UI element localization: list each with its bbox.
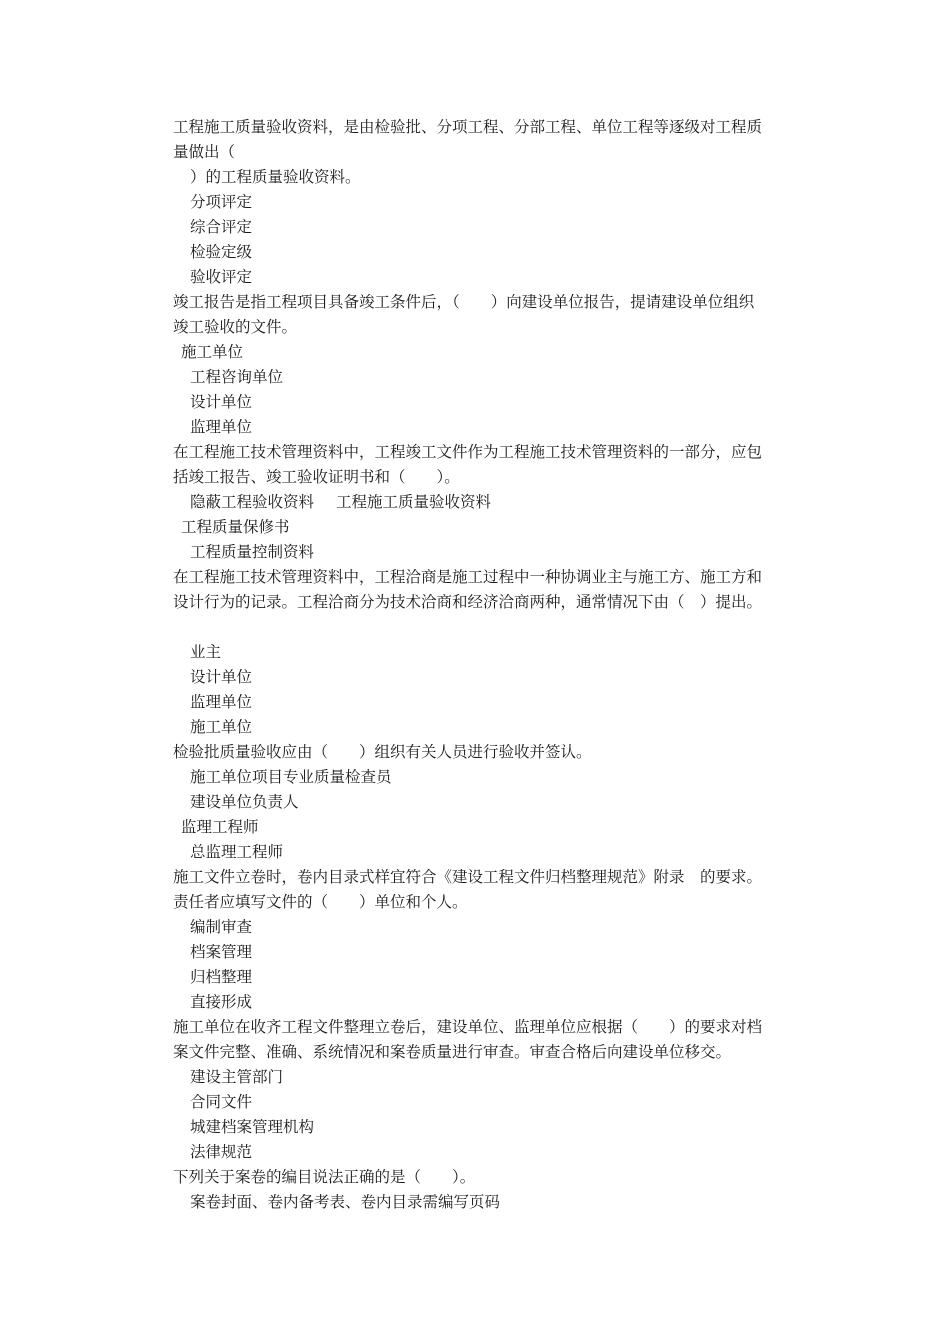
option-c: 监理工程师 [181, 818, 259, 836]
option-a: 分项评定 [190, 193, 253, 211]
option-a: 施工单位项目专业质量检查员 [190, 768, 392, 786]
option-d: 施工单位 [190, 718, 253, 736]
option-a: 业主 [190, 643, 222, 661]
option-d: 法律规范 [190, 1143, 253, 1161]
question-stem-line: 下列关于案卷的编目说法正确的是（ ）。 [173, 1168, 476, 1186]
option-d: 总监理工程师 [190, 843, 284, 861]
option-d: 监理单位 [190, 418, 253, 436]
option-b: 综合评定 [190, 218, 253, 236]
question-stem-line: 施工单位在收齐工程文件整理立卷后，建设单位、监理单位应根据（ ）的要求对档 [173, 1018, 763, 1036]
option-c: 城建档案管理机构 [190, 1118, 315, 1136]
question-stem-line: 竣工验收的文件。 [173, 318, 298, 336]
option-a: 建设主管部门 [190, 1068, 284, 1086]
question-stem-line: 在工程施工技术管理资料中，工程洽商是施工过程中一种协调业主与施工方、施工方和 [173, 568, 763, 586]
question-4 [173, 565, 813, 740]
option-d: 直接形成 [190, 993, 253, 1011]
option-d: 验收评定 [190, 268, 253, 286]
option-c: 监理单位 [190, 693, 253, 711]
option-c: 归档整理 [190, 968, 253, 986]
option-c: 工程质量保修书 [181, 518, 290, 536]
option-c: 设计单位 [190, 393, 253, 411]
option-row-ab [190, 490, 813, 515]
option-b: 设计单位 [190, 668, 253, 686]
option-b: 合同文件 [190, 1093, 253, 1111]
question-stem-line: ）的工程质量验收资料。 [190, 168, 361, 186]
option-c: 检验定级 [190, 243, 253, 261]
question-stem-line: 竣工报告是指工程项目具备竣工条件后，（ ）向建设单位报告，提请建设单位组织 [173, 293, 755, 311]
option-b: 档案管理 [190, 943, 253, 961]
question-8 [173, 1165, 813, 1215]
question-stem-line: 在工程施工技术管理资料中，工程竣工文件作为工程施工技术管理资料的一部分，应包 [173, 443, 763, 461]
option-a: 案卷封面、卷内备考表、卷内目录需编写页码 [190, 1193, 501, 1211]
question-list [173, 115, 813, 1215]
question-stem-line: 工程施工质量验收资料，是由检验批、分项工程、分部工程、单位工程等逐级对工程质 [173, 118, 763, 136]
option-b: 建设单位负责人 [190, 793, 299, 811]
question-1 [173, 115, 813, 290]
blank-line [173, 615, 813, 640]
question-5 [173, 740, 813, 865]
question-stem-line: 量做出（ [173, 143, 236, 161]
option-a: 施工单位 [181, 343, 244, 361]
option-d: 工程质量控制资料 [190, 543, 315, 561]
question-6 [173, 865, 813, 1015]
question-stem-line: 检验批质量验收应由（ ）组织有关人员进行验收并签认。 [173, 743, 592, 761]
question-3 [173, 440, 813, 565]
option-b: 工程施工质量验收资料 [336, 493, 492, 511]
question-7 [173, 1015, 813, 1165]
question-stem-line: 施工文件立卷时，卷内目录式样宜符合《建设工程文件归档整理规范》附录 的要求。 [173, 868, 763, 886]
question-stem-line: 案文件完整、准确、系统情况和案卷质量进行审查。审查合格后向建设单位移交。 [173, 1043, 732, 1061]
option-b: 工程咨询单位 [190, 368, 284, 386]
question-stem-line: 括竣工报告、竣工验收证明书和（ ）。 [173, 468, 460, 486]
question-stem-line: 设计行为的记录。工程洽商分为技术洽商和经济洽商两种，通常情况下由（ ）提出。 [173, 593, 763, 611]
question-stem-line: 责任者应填写文件的（ ）单位和个人。 [173, 893, 468, 911]
option-a: 编制审查 [190, 918, 253, 936]
question-2 [173, 290, 813, 440]
option-a: 隐蔽工程验收资料 [190, 493, 315, 511]
